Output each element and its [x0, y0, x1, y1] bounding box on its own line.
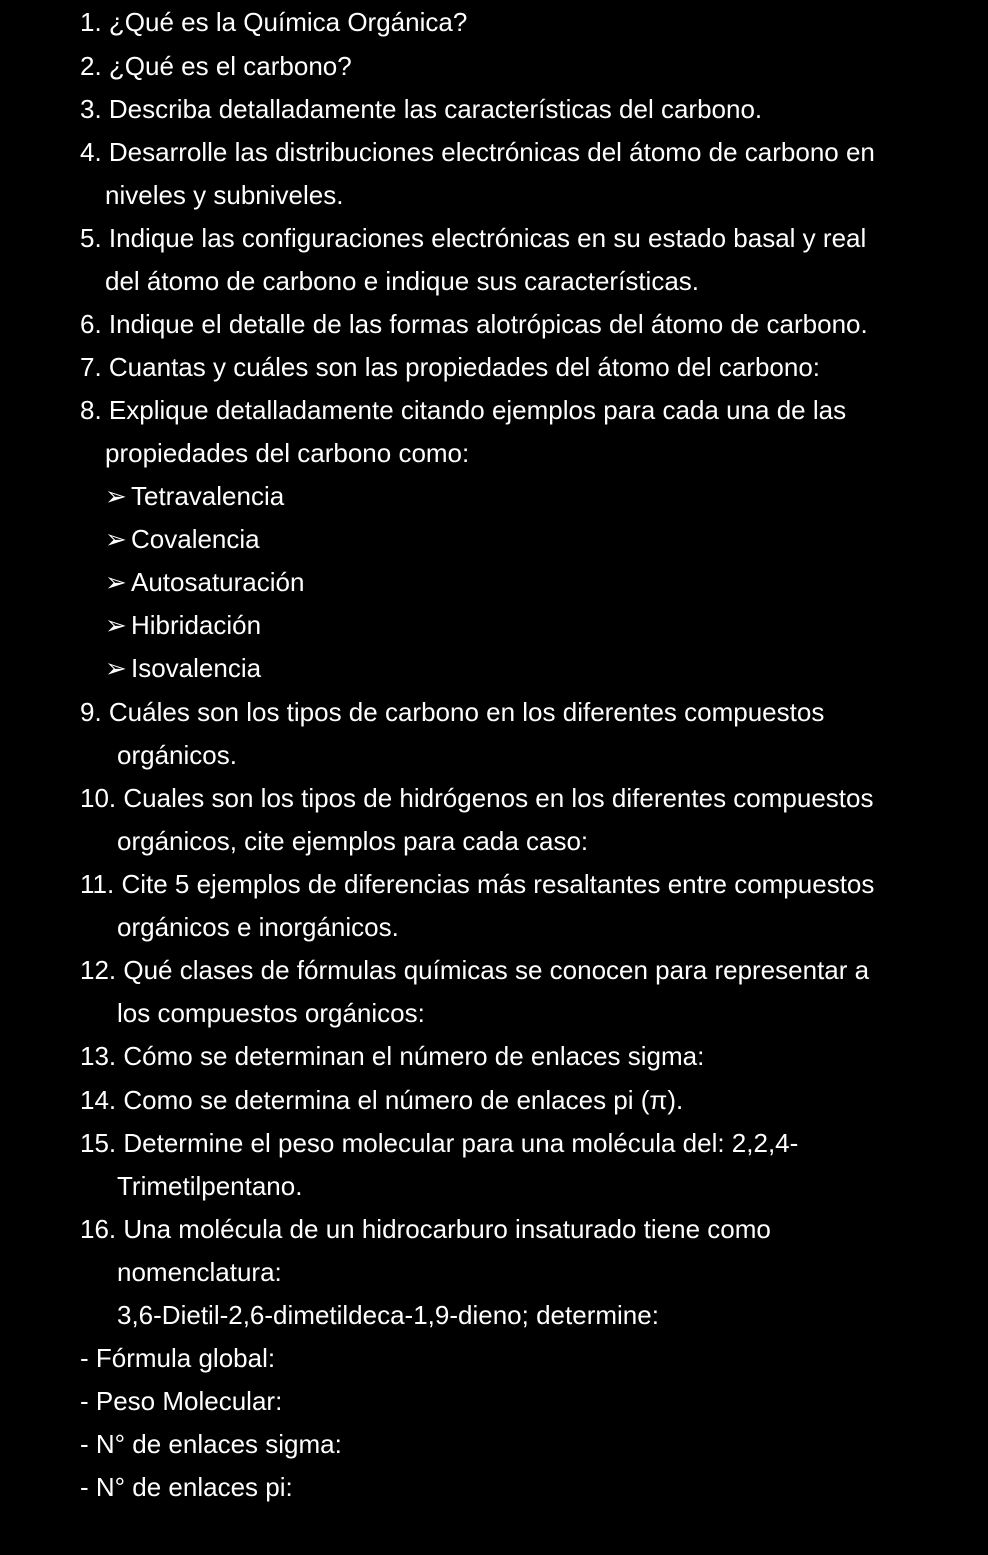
question-7: 7. Cuantas y cuáles son las propiedades del átomo del carbono: [80, 352, 821, 382]
question-1: 1. ¿Qué es la Química Orgánica? [80, 7, 468, 37]
question-12-line-1: 12. Qué clases de fórmulas químicas se conocen para representar a [80, 955, 870, 985]
question-11-line-1: 11. Cite 5 ejemplos de diferencias más resaltantes entre compuestos [80, 869, 875, 899]
sub-item-sigma: - N° de enlaces sigma: [80, 1429, 342, 1459]
property-item [105, 653, 261, 683]
question-4-line-2: niveles y subniveles. [105, 180, 344, 210]
question-15-line-2: Trimetilpentano. [117, 1171, 303, 1201]
question-15-line-1: 15. Determine el peso molecular para una molécula del: 2,2,4- [80, 1128, 799, 1158]
arrow-bullet-icon: ➢ [105, 610, 127, 640]
question-11-line-2: orgánicos e inorgánicos. [117, 912, 399, 942]
question-13: 13. Cómo se determinan el número de enlaces sigma: [80, 1041, 705, 1071]
property-label: Isovalencia [131, 653, 262, 683]
arrow-bullet-icon: ➢ [105, 481, 127, 511]
question-5-line-1: 5. Indique las configuraciones electrónicas en su estado basal y real [80, 223, 867, 253]
sub-item-formula: - Fórmula global: [80, 1343, 276, 1373]
question-16-line-1: 16. Una molécula de un hidrocarburo insaturado tiene como [80, 1214, 771, 1244]
arrow-bullet-icon: ➢ [105, 567, 127, 597]
property-item [105, 481, 284, 511]
question-8-line-1: 8. Explique detalladamente citando ejemplos para cada una de las [80, 395, 847, 425]
question-10-line-1: 10. Cuales son los tipos de hidrógenos en los diferentes compuestos [80, 783, 874, 813]
question-10-line-2: orgánicos, cite ejemplos para cada caso: [117, 826, 589, 856]
question-4-line-1: 4. Desarrolle las distribuciones electrónicas del átomo de carbono en [80, 137, 875, 167]
question-5-line-2: del átomo de carbono e indique sus características. [105, 266, 700, 296]
property-item [105, 567, 304, 597]
question-16-line-3: 3,6-Dietil-2,6-dimetildeca-1,9-dieno; determine: [117, 1300, 659, 1330]
question-2: 2. ¿Qué es el carbono? [80, 51, 352, 81]
arrow-bullet-icon: ➢ [105, 653, 127, 683]
property-item [105, 610, 261, 640]
question-16-line-2: nomenclatura: [117, 1257, 282, 1287]
property-label: Autosaturación [131, 567, 305, 597]
question-6: 6. Indique el detalle de las formas alotrópicas del átomo de carbono. [80, 309, 868, 339]
property-label: Covalencia [131, 524, 260, 554]
question-12-line-2: los compuestos orgánicos: [117, 998, 425, 1028]
sub-item-weight: - Peso Molecular: [80, 1386, 283, 1416]
sub-item-pi: - N° de enlaces pi: [80, 1472, 293, 1502]
question-3: 3. Describa detalladamente las características del carbono. [80, 94, 763, 124]
question-8-line-2: propiedades del carbono como: [105, 438, 470, 468]
question-9-line-1: 9. Cuáles son los tipos de carbono en los diferentes compuestos [80, 697, 825, 727]
arrow-bullet-icon: ➢ [105, 524, 127, 554]
question-9-line-2: orgánicos. [117, 740, 237, 770]
property-label: Tetravalencia [131, 481, 285, 511]
property-item [105, 524, 260, 554]
question-14: 14. Como se determina el número de enlaces pi (π). [80, 1085, 684, 1115]
property-label: Hibridación [131, 610, 262, 640]
